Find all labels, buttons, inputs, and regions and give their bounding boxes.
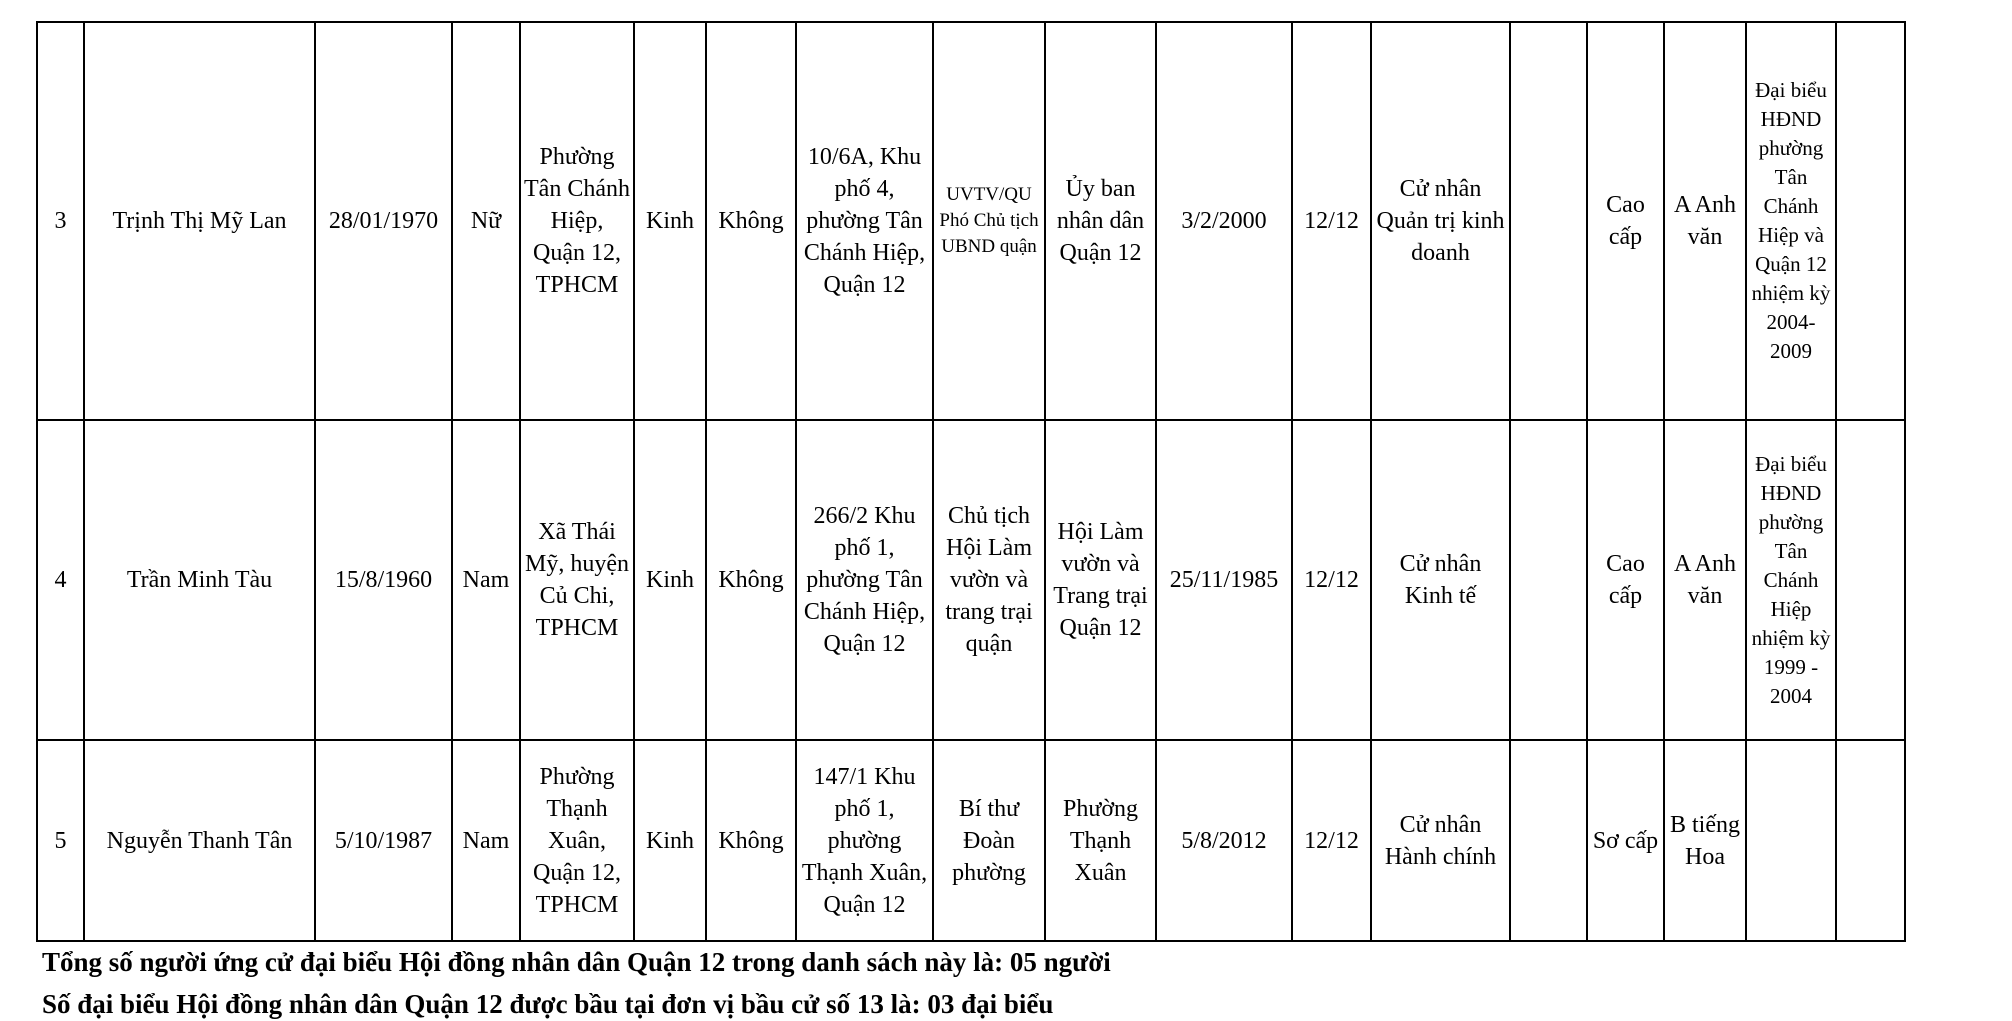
table-row — [37, 420, 1905, 740]
cell-workplace: Hội Làm vườn và Trang trại Quận 12 — [1045, 420, 1156, 740]
cell-ethnicity: Kinh — [634, 740, 706, 941]
cell-hometown: Phường Thạnh Xuân, Quận 12, TPHCM — [520, 740, 634, 941]
cell-residence: 266/2 Khu phố 1, phường Tân Chánh Hiệp, Quận 12 — [796, 420, 933, 740]
cell-religion: Không — [706, 740, 796, 941]
cell-professional-degree: Cử nhân Hành chính — [1371, 740, 1510, 941]
cell-party-date: 5/8/2012 — [1156, 740, 1292, 941]
cell-hometown: Xã Thái Mỹ, huyện Củ Chi, TPHCM — [520, 420, 634, 740]
cell-workplace: Phường Thạnh Xuân — [1045, 740, 1156, 941]
cell-gender: Nữ — [452, 22, 520, 420]
cell-extra — [1836, 22, 1905, 420]
cell-ethnicity: Kinh — [634, 420, 706, 740]
table-row — [37, 740, 1905, 941]
cell-ethnicity: Kinh — [634, 22, 706, 420]
cell-council-history: Đại biểu HĐND phường Tân Chánh Hiệp và Quận 12 nhiệm kỳ 2004-2009 — [1746, 22, 1836, 420]
cell-name: Nguyễn Thanh Tân — [84, 740, 315, 941]
cell-foreign-language: A Anh văn — [1664, 420, 1746, 740]
cell-residence: 147/1 Khu phố 1, phường Thạnh Xuân, Quận 12 — [796, 740, 933, 941]
cell-religion: Không — [706, 22, 796, 420]
cell-extra — [1836, 740, 1905, 941]
cell-foreign-language: B tiếng Hoa — [1664, 740, 1746, 941]
cell-workplace: Ủy ban nhân dân Quận 12 — [1045, 22, 1156, 420]
table-row — [37, 22, 1905, 420]
cell-general-education: 12/12 — [1292, 22, 1371, 420]
cell-political-theory: Cao cấp — [1587, 420, 1664, 740]
cell-extra — [1836, 420, 1905, 740]
cell-religion: Không — [706, 420, 796, 740]
cell-gender: Nam — [452, 740, 520, 941]
cell-party-date: 3/2/2000 — [1156, 22, 1292, 420]
cell-stt: 4 — [37, 420, 84, 740]
cell-professional-degree: Cử nhân Quản trị kinh doanh — [1371, 22, 1510, 420]
cell-position: Chủ tịch Hội Làm vườn và trang trại quận — [933, 420, 1045, 740]
cell-hometown: Phường Tân Chánh Hiệp, Quận 12, TPHCM — [520, 22, 634, 420]
cell-residence: 10/6A, Khu phố 4, phường Tân Chánh Hiệp, Quận 12 — [796, 22, 933, 420]
cell-stt: 5 — [37, 740, 84, 941]
summary-delegates-elected: Số đại biểu Hội đồng nhân dân Quận 12 được bầu tại đơn vị bầu cử số 13 là: 03 đại biểu — [42, 989, 1054, 1019]
cell-council-history — [1746, 740, 1836, 941]
cell-position: UVTV/QU Phó Chủ tịch UBND quận — [933, 22, 1045, 420]
cell-dob: 28/01/1970 — [315, 22, 452, 420]
cell-general-education: 12/12 — [1292, 420, 1371, 740]
cell-academic-title — [1510, 22, 1587, 420]
cell-council-history: Đại biểu HĐND phường Tân Chánh Hiệp nhiệm kỳ 1999 - 2004 — [1746, 420, 1836, 740]
summary-total-candidates: Tổng số người ứng cử đại biểu Hội đồng nhân dân Quận 12 trong danh sách này là: 05 người — [42, 947, 1111, 977]
cell-general-education: 12/12 — [1292, 740, 1371, 941]
cell-academic-title — [1510, 420, 1587, 740]
cell-academic-title — [1510, 740, 1587, 941]
cell-political-theory: Cao cấp — [1587, 22, 1664, 420]
cell-party-date: 25/11/1985 — [1156, 420, 1292, 740]
cell-stt: 3 — [37, 22, 84, 420]
cell-name: Trần Minh Tàu — [84, 420, 315, 740]
cell-name: Trịnh Thị Mỹ Lan — [84, 22, 315, 420]
candidate-table — [36, 21, 1906, 942]
cell-foreign-language: A Anh văn — [1664, 22, 1746, 420]
cell-gender: Nam — [452, 420, 520, 740]
cell-political-theory: Sơ cấp — [1587, 740, 1664, 941]
cell-dob: 15/8/1960 — [315, 420, 452, 740]
cell-position: Bí thư Đoàn phường — [933, 740, 1045, 941]
cell-professional-degree: Cử nhân Kinh tế — [1371, 420, 1510, 740]
cell-dob: 5/10/1987 — [315, 740, 452, 941]
